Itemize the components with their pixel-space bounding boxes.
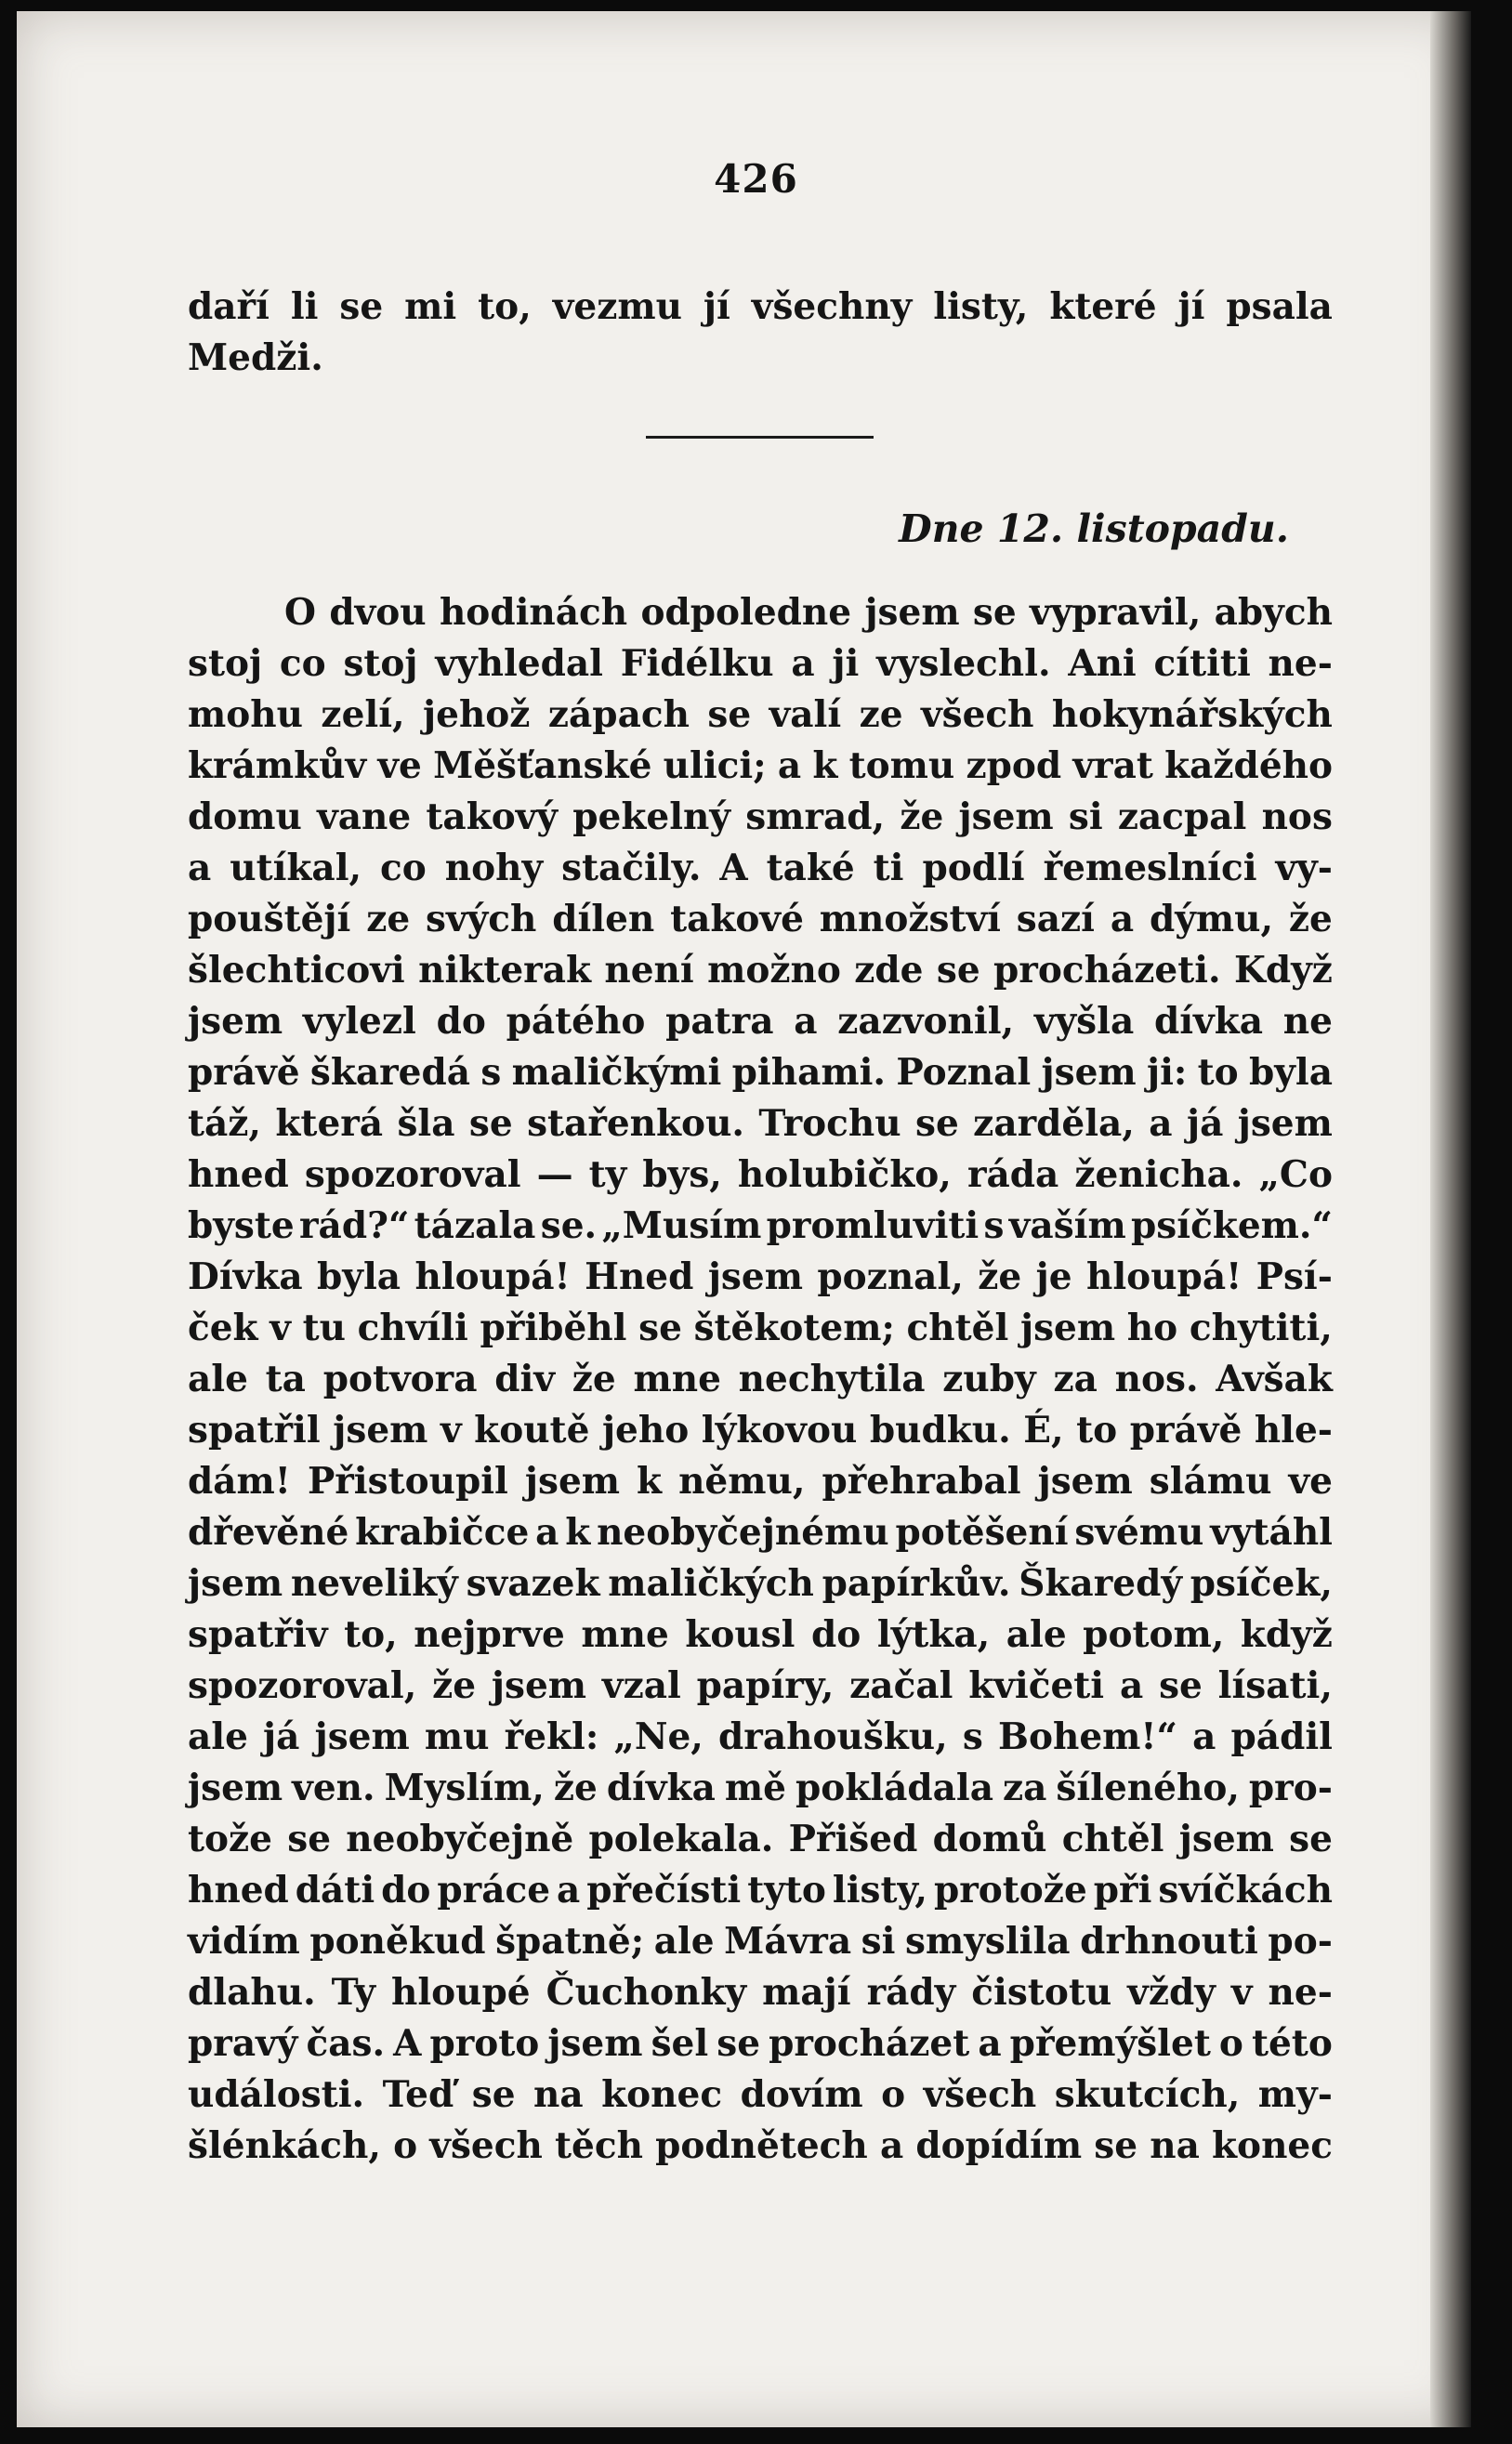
text-line: jsem neveliký svazek maličkých papírkův. Škaredý psíček, [188,1562,1333,1605]
page-edge-shadow [1430,11,1471,2427]
text-line: mohu zelí, jehož zápach se valí ze všech hokynářských [188,693,1333,736]
section-divider [646,436,874,439]
text-line: jsem ven. Myslím, že dívka mě pokládala za šíleného, pro- [188,1767,1333,1809]
text-line: dlahu. Ty hloupé Čuchonky mají rády čistotu vždy v ne- [188,1971,1333,2014]
text-line: O dvou hodinách odpoledne jsem se vypravil, abych [284,591,1333,634]
text-line: daří li se mi to, vezmu jí všechny listy, které jí psala [188,285,1333,328]
text-line: události. Teď se na konec dovím o všech skutcích, my- [188,2073,1333,2116]
text-line: spatřiv to, nejprve mne kousl do lýtka, ale potom, když [188,1613,1333,1656]
text-line: stoj co stoj vyhledal Fidélku a ji vyslechl. Ani cítiti ne- [188,642,1333,685]
text-line: krámkův ve Měšťanské ulici; a k tomu zpod vrat každého [188,744,1333,787]
text-line: ale ta potvora div že mne nechytila zuby za nos. Avšak [188,1358,1333,1400]
text-line: ale já jsem mu řekl: „Ne, drahoušku, s Bohem!“ a pádil [188,1715,1333,1758]
text-line: ček v tu chvíli přiběhl se štěkotem; chtěl jsem ho chytiti, [188,1307,1333,1349]
opening-paragraph [188,282,1333,384]
dateline: Dne 12. listopadu. [899,506,1289,551]
text-line: Dívka byla hloupá! Hned jsem poznal, že je hloupá! Psí- [188,1255,1333,1298]
text-line: a utíkal, co nohy stačily. A také ti podlí řemeslníci vy- [188,847,1333,889]
text-line: byste rád?“ tázala se. „Musím promluviti s vaším psíčkem.“ [188,1204,1333,1247]
text-line: Medži. [188,336,323,379]
text-line: dám! Přistoupil jsem k němu, přehrabal jsem slámu ve [188,1460,1333,1503]
text-line: vidím poněkud špatně; ale Mávra si smyslila drhnouti po- [188,1920,1333,1963]
text-line: jsem vylezl do pátého patra a zazvonil, vyšla dívka ne [188,1000,1333,1043]
diary-entry-paragraph [188,587,1333,2172]
text-line: šlechticovi nikterak není možno zde se procházeti. Když [188,949,1333,992]
text-line: pravý čas. A proto jsem šel se procházet a přemýšlet o této [188,2022,1333,2065]
text-line: spozoroval, že jsem vzal papíry, začal kvičeti a se lísati, [188,1664,1333,1707]
text-line: tože se neobyčejně polekala. Přišed domů chtěl jsem se [188,1818,1333,1860]
text-line: pouštějí ze svých dílen takové množství sazí a dýmu, že [188,898,1333,940]
text-line: právě škaredá s maličkými pihami. Poznal jsem ji: to byla [188,1051,1333,1094]
text-line: šlénkách, o všech těch podnětech a dopídím se na konec [188,2124,1333,2167]
text-line: hned spozoroval — ty bys, holubičko, ráda ženicha. „Co [188,1153,1333,1196]
page-number: 426 [714,156,798,202]
text-line: domu vane takový pekelný smrad, že jsem si zacpal nos [188,795,1333,838]
text-line: hned dáti do práce a přečísti tyto listy, protože při svíčkách [188,1869,1333,1912]
text-line: dřevěné krabičce a k neobyčejnému potěšení svému vytáhl [188,1511,1333,1554]
text-line: spatřil jsem v koutě jeho lýkovou budku. É, to právě hle- [188,1409,1333,1452]
text-line: táž, která šla se stařenkou. Trochu se zarděla, a já jsem [188,1102,1333,1145]
